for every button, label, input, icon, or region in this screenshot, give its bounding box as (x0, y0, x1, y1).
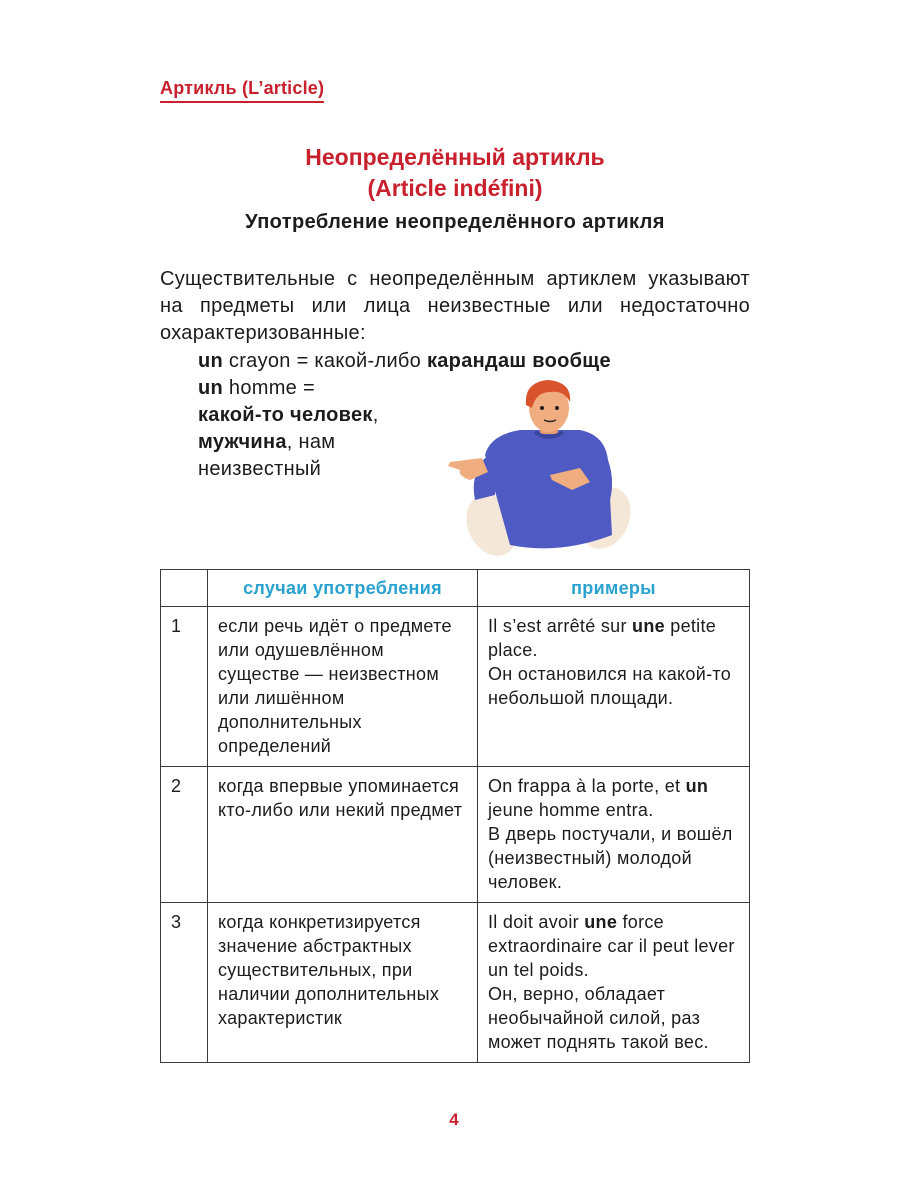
example-translation: Он, верно, обладает необычайной силой, раз может поднять такой вес. (488, 984, 709, 1052)
example-french: jeune homme entra. (488, 800, 654, 820)
example-crayon (198, 348, 611, 375)
page-title: Неопределённый артикль (305, 144, 605, 170)
page-number: 4 (449, 1110, 459, 1129)
example-homme (198, 375, 458, 483)
example-text: , (372, 404, 379, 426)
row-number: 1 (161, 607, 208, 767)
example-bold: какой-то человек (198, 404, 373, 426)
usage-case: когда конкретизируется значение абстрактных существительных, при наличии дополнительных характеристик (208, 903, 478, 1063)
header-number (161, 570, 208, 607)
example-french: On frappa à la porte, et (488, 776, 686, 796)
example-bold: карандаш вообще (426, 350, 611, 372)
usage-table (160, 569, 750, 1063)
table-row (161, 903, 750, 1063)
example-french: Il doit avoir (488, 912, 585, 932)
table-row (161, 767, 750, 903)
example-text: crayon = какой-либо (223, 350, 427, 372)
page-title-french: (Article indéfini) (367, 175, 543, 201)
example-text: , нам неизвестный (198, 431, 336, 480)
usage-example (478, 767, 750, 903)
row-number: 3 (161, 903, 208, 1063)
example-text: homme = (223, 377, 315, 399)
row-number: 2 (161, 767, 208, 903)
pointing-man-illustration (440, 380, 640, 560)
usage-example (478, 903, 750, 1063)
example-french: petite place. (488, 616, 717, 660)
header-examples: примеры (478, 570, 750, 607)
usage-case: когда впервые упоминается кто-либо или некий предмет (208, 767, 478, 903)
example-article: une (584, 912, 618, 932)
example-article: un (685, 776, 709, 796)
example-article: un (198, 350, 224, 372)
example-french: force extraordinaire car il peut lever un tel poids. (488, 912, 735, 980)
example-article: une (632, 616, 665, 636)
intro-paragraph: Существительные с неопределённым артиклем указывают на предметы или лица неизвестные или недостаточно охарактеризованные: (160, 268, 750, 344)
example-french: Il s’est arrêté sur (488, 616, 633, 636)
usage-case: если речь идёт о предмете или одушевлённом существе — неизвестном или лишённом дополнительных определений (208, 607, 478, 767)
section-label: Артикль (L’article) (160, 78, 324, 103)
example-bold: мужчина (198, 431, 287, 453)
page-subtitle: Употребление неопределённого артикля (245, 211, 665, 233)
table-header-row (161, 570, 750, 607)
usage-example (478, 607, 750, 767)
example-translation: Он остановился на какой-то небольшой площади. (488, 664, 732, 708)
example-translation: В дверь постучали, и вошёл (неизвестный) молодой человек. (488, 824, 733, 892)
table-row (161, 607, 750, 767)
example-article: un (198, 377, 224, 399)
header-cases: случаи употребления (208, 570, 478, 607)
